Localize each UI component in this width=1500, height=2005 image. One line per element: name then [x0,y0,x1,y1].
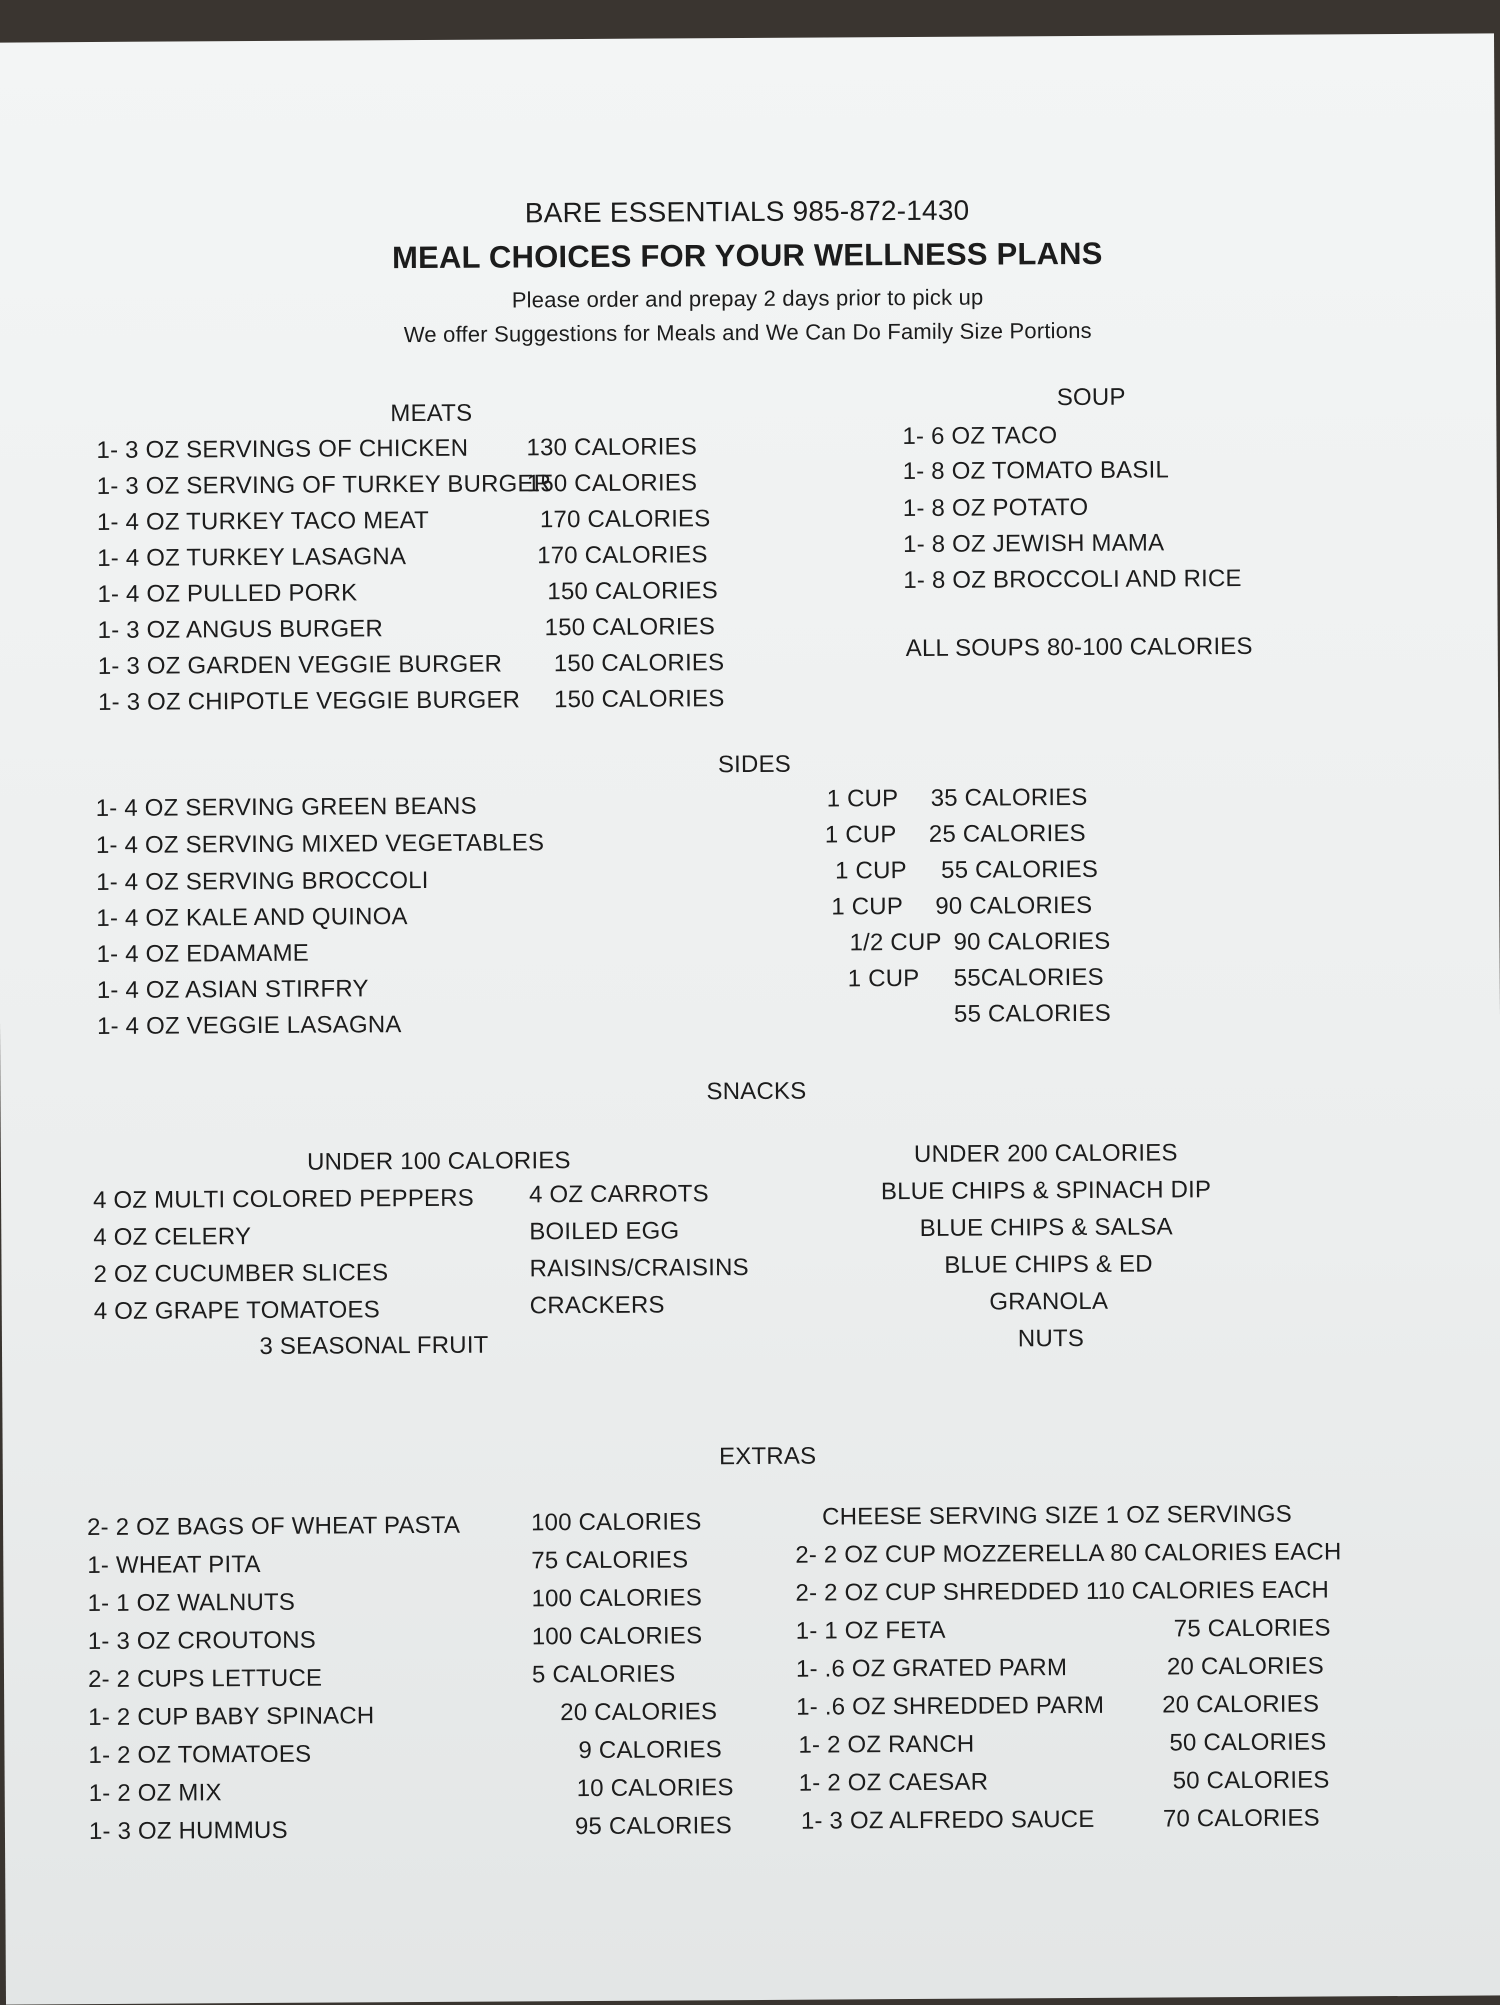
side-portion: 1 CUP [831,893,904,921]
side-calories: 55CALORIES [953,963,1104,992]
meat-item: 1- 4 OZ TURKEY LASAGNA [97,543,407,572]
meat-calories: 150 CALORIES [547,577,718,606]
snack-item: BLUE CHIPS & SALSA [919,1213,1173,1242]
snack-item: CRACKERS [529,1291,665,1320]
extra-calories: 100 CALORIES [530,1508,702,1537]
under-100-heading: UNDER 100 CALORIES [306,1147,571,1176]
meat-item: 1- 3 OZ CHIPOTLE VEGGIE BURGER [97,686,521,716]
snack-seasonal-fruit: 3 SEASONAL FRUIT [259,1331,489,1361]
snack-item: 4 OZ GRAPE TOMATOES [93,1296,380,1326]
snack-item: 4 OZ CARROTS [528,1180,709,1209]
soup-calorie-note: ALL SOUPS 80-100 CALORIES [905,632,1253,663]
side-calories: 35 CALORIES [930,783,1088,812]
side-calories: 90 CALORIES [953,927,1111,956]
soup-heading: SOUP [1056,383,1126,412]
under-200-heading: UNDER 200 CALORIES [913,1139,1178,1169]
cheese-calories: 50 CALORIES [1172,1766,1330,1795]
cheese-calories: 20 CALORIES [1166,1652,1324,1681]
snack-item: 2 OZ CUCUMBER SLICES [93,1259,389,1289]
side-item: 1- 4 OZ VEGGIE LASAGNA [96,1011,402,1040]
extra-calories: 5 CALORIES [531,1660,676,1689]
meat-item: 1- 3 OZ SERVINGS OF CHICKEN [96,434,469,464]
side-item: 1- 4 OZ KALE AND QUINOA [96,903,408,932]
business-name-phone: BARE ESSENTIALS 985-872-1430 [524,194,970,229]
soup-item: 1- 8 OZ BROCCOLI AND RICE [903,564,1242,595]
snack-item: 4 OZ MULTI COLORED PEPPERS [93,1184,475,1215]
extra-item: 1- 2 OZ TOMATOES [88,1740,312,1770]
snack-item: BLUE CHIPS & SPINACH DIP [880,1176,1212,1206]
extras-heading: EXTRAS [718,1442,817,1471]
side-portion: 1/2 CUP [849,928,942,957]
extra-item: 1- 3 OZ CROUTONS [87,1626,316,1656]
side-portion: 1 CUP [835,857,907,885]
cheese-item: 2- 2 OZ CUP SHREDDED 110 CALORIES EACH [795,1576,1330,1607]
meat-calories: 150 CALORIES [544,613,716,642]
suggestion-note: We offer Suggestions for Meals and We Can Do Family Size Portions [403,317,1092,348]
meats-heading: MEATS [390,399,473,428]
soup-item: 1- 8 OZ POTATO [902,493,1089,523]
side-portion: 1 CUP [824,821,897,849]
snacks-heading: SNACKS [706,1077,807,1106]
extra-calories: 20 CALORIES [560,1698,718,1727]
extra-item: 1- WHEAT PITA [87,1550,261,1580]
meat-calories: 150 CALORIES [526,469,698,498]
snack-item: BLUE CHIPS & ED [944,1250,1153,1279]
cheese-calories: 75 CALORIES [1173,1614,1331,1643]
extra-item: 1- 3 OZ HUMMUS [88,1816,288,1846]
soup-item: 1- 8 OZ JEWISH MAMA [903,529,1165,559]
snack-item: GRANOLA [989,1287,1109,1316]
meat-calories: 150 CALORIES [553,649,725,678]
meat-calories: 170 CALORIES [537,541,708,570]
cheese-item: 1- .6 OZ GRATED PARM [795,1654,1068,1683]
cheese-item: 1- .6 OZ SHREDDED PARM [796,1691,1105,1721]
extra-calories: 100 CALORIES [531,1584,703,1613]
snack-item: 4 OZ CELERY [93,1223,252,1252]
extra-calories: 10 CALORIES [576,1774,734,1803]
extra-calories: 100 CALORIES [531,1622,703,1651]
cheese-calories: 70 CALORIES [1162,1804,1320,1833]
page-title: MEAL CHOICES FOR YOUR WELLNESS PLANS [391,235,1103,276]
cheese-item: 1- 2 OZ RANCH [798,1730,975,1759]
meat-calories: 130 CALORIES [526,433,698,462]
side-portion: 1 CUP [847,964,920,993]
meat-item: 1- 3 OZ SERVING OF TURKEY BURGER [96,470,552,500]
cheese-calories: 20 CALORIES [1162,1690,1320,1719]
extra-calories: 9 CALORIES [578,1736,722,1765]
soup-item: 1- 6 OZ TACO [902,422,1058,451]
cheese-item: 1- 3 OZ ALFREDO SAUCE [800,1805,1095,1835]
meat-item: 1- 3 OZ GARDEN VEGGIE BURGER [97,650,503,680]
extra-item: 2- 2 OZ BAGS OF WHEAT PASTA [87,1511,461,1542]
side-calories: 55 CALORIES [941,855,1099,884]
soup-item: 1- 8 OZ TOMATO BASIL [902,456,1170,486]
cheese-item: 1- 1 OZ FETA [795,1616,946,1645]
side-item: 1- 4 OZ ASIAN STIRFRY [96,975,369,1004]
cheese-item: 2- 2 OZ CUP MOZZERELLA 80 CALORIES EACH [795,1538,1342,1569]
side-item: 1- 4 OZ SERVING MIXED VEGETABLES [95,829,545,859]
side-item: 1- 4 OZ EDAMAME [96,939,310,968]
extra-item: 1- 2 OZ MIX [88,1779,222,1808]
cheese-calories: 50 CALORIES [1169,1728,1327,1757]
side-calories: 25 CALORIES [928,819,1086,848]
snack-item: BOILED EGG [529,1217,680,1246]
snack-item: NUTS [1017,1324,1085,1353]
extra-item: 1- 2 CUP BABY SPINACH [88,1702,375,1732]
meat-item: 1- 3 OZ ANGUS BURGER [97,615,384,644]
extra-calories: 75 CALORIES [531,1546,689,1575]
extra-calories: 95 CALORIES [574,1812,732,1841]
meat-item: 1- 4 OZ PULLED PORK [97,579,358,608]
sides-heading: SIDES [717,750,792,779]
meat-calories: 150 CALORIES [553,685,725,714]
meat-item: 1- 4 OZ TURKEY TACO MEAT [96,506,430,536]
side-calories: 55 CALORIES [953,999,1111,1028]
cheese-heading: CHEESE SERVING SIZE 1 OZ SERVINGS [822,1500,1293,1531]
side-item: 1- 4 OZ SERVING GREEN BEANS [95,792,477,822]
side-item: 1- 4 OZ SERVING BROCCOLI [96,866,429,896]
order-note: Please order and prepay 2 days prior to pick up [511,284,984,313]
menu-sheet [0,33,1500,2004]
snack-item: RAISINS/CRAISINS [529,1254,749,1283]
cheese-item: 1- 2 OZ CAESAR [798,1768,989,1797]
extra-item: 2- 2 CUPS LETTUCE [87,1664,323,1694]
extra-item: 1- 1 OZ WALNUTS [87,1588,296,1618]
side-portion: 1 CUP [826,785,899,813]
meat-calories: 170 CALORIES [539,505,711,534]
side-calories: 90 CALORIES [935,891,1093,920]
